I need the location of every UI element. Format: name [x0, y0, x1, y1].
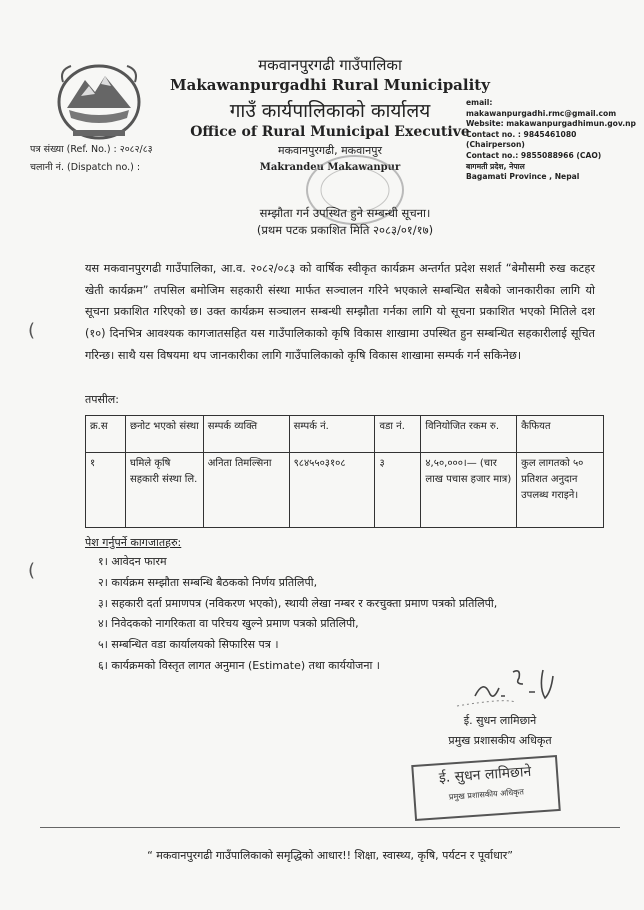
list-item: ६। कार्यक्रमको विस्तृत लागत अनुमान (Estimate) तथा कार्ययोजना ।: [98, 658, 380, 672]
contact-phone-cao: Contact no.: 9855088966 (CAO): [466, 150, 602, 160]
margin-mark: (: [28, 560, 36, 581]
office-name-nepali: गाउँ कार्यपालिकाको कार्यालय: [229, 100, 431, 122]
col-sn: क्र.स: [86, 416, 126, 453]
margin-mark: (: [28, 320, 36, 341]
list-item: ३। सहकारी दर्ता प्रमाणपत्र (नविकरण भएको), स्थायी लेखा नम्बर र करचुक्ता प्रमाण पत्रको प्रतिलिपी,: [98, 596, 498, 610]
cell-remarks: कुल लागतको ५० प्रतिशत अनुदान उपलब्ध गराइने।: [517, 453, 604, 528]
contact-phone-chair: Contact no. : 9845461080 (Chairperson): [466, 129, 577, 150]
cell-contact-number: ९८४५५०३१०८: [289, 453, 375, 528]
municipality-name-nepali: मकवानपुरगढी गाउँपालिका: [258, 56, 402, 74]
province-english: Bagamati Province , Nepal: [466, 172, 580, 182]
contact-website: Website: makawanpurgadhimun.gov.np: [466, 119, 636, 129]
province-nepali: बागमती प्रदेश, नेपाल: [466, 161, 525, 171]
notice-subject: [150, 205, 540, 239]
address-english: Makrandeu Makawanpur: [259, 162, 401, 173]
documents-list: [98, 552, 497, 677]
cell-sn: १: [86, 453, 126, 528]
signatory-title: प्रमुख प्रशासकीय अधिकृत: [448, 734, 552, 747]
address-nepali: मकवानपुरगढी, मकवानपुर: [278, 144, 382, 157]
cell-amount: ४,५०,०००।— (चार लाख पचास हजार मात्र): [421, 453, 517, 528]
details-table: [85, 415, 604, 528]
municipality-name-english: Makawanpurgadhi Rural Municipality: [170, 76, 490, 94]
subject-publish-date: (प्रथम पटक प्रकाशित मिति २०८३/०१/१७): [256, 223, 434, 237]
contact-email: email: makawanpurgadhi.rmc@gmail.com: [466, 98, 617, 118]
signatory-name: ई. सुधन लामिछाने: [463, 714, 537, 727]
details-label: तपसील:: [85, 393, 119, 406]
stamp-title: प्रमुख प्रशासकीय अधिकृत: [448, 787, 525, 802]
name-stamp: [411, 755, 561, 821]
col-ward: वडा नं.: [375, 416, 421, 453]
col-organization: छनोट भएको संस्था: [125, 416, 203, 453]
notice-body: यस मकवानपुरगढी गाउँपालिका, आ.व. २०८२/०८३ को वार्षिक स्वीकृत कार्यक्रम अन्तर्गत प्रदेश सशर्त “बेमौसमी रुख कटहर खेती कार्यक्रम” तपसिल बमोजिम सहकारी संस्था मार्फत सञ्चालन गरिने भएकाले सम्बन्धित सबैको जानकारीका लागि यो सूचना प्रकाशित गरिएको छ। उक्त कार्यक्रम सञ्चालन सम्बन्धी सम्झौता गर्नका लागि यो सूचना प्रकाशित भएको मितिले दश (१०) दिनभित्र आवश्यक कागजातसहित यस गाउँपालिकाको कृषि विकास शाखामा उपस्थित हुन सम्बन्धित सहकारीलाई सूचित गरिन्छ। साथै यस विषयमा थप जानकारीका लागि गाउँपालिकाको कृषि विकास शाखामा सम्पर्क गर्न सकिनेछ।: [85, 262, 595, 362]
col-remarks: कैफियत: [517, 416, 604, 453]
table-header-row: [86, 416, 604, 453]
list-item: ५। सम्बन्धित वडा कार्यालयको सिफारिस पत्र ।: [98, 638, 279, 652]
documents-title: पेश गर्नुपर्ने कागजातहरु:: [85, 536, 182, 549]
list-item: १। आवेदन फारम: [98, 555, 167, 568]
footer-divider: [40, 827, 620, 828]
list-item: ४। निवेदकको नागरिकता वा परिचय खुल्ने प्रमाण पत्रको प्रतिलिपी,: [98, 617, 359, 631]
contact-block: [466, 98, 636, 183]
footer-motto: “ मकवानपुरगढी गाउँपालिकाको समृद्धिको आधार!! शिक्षा, स्वास्थ्य, कृषि, पर्यटन र पूर्वाधार”: [147, 849, 513, 862]
col-contact-person: सम्पर्क व्यक्ति: [203, 416, 289, 453]
ref-number: पत्र संख्या (Ref. No.) : २०८२/८३: [30, 144, 153, 155]
cell-contact-person: अनिता तिमल्सिना: [203, 453, 289, 528]
signature-icon: [455, 662, 575, 710]
dispatch-number: चलानी नं. (Dispatch no.) :: [30, 162, 141, 173]
subject-title: सम्झौता गर्न उपस्थित हुने सम्बन्धी सूचना।: [259, 206, 431, 220]
office-name-english: Office of Rural Municipal Executive: [190, 124, 470, 140]
list-item: २। कार्यक्रम सम्झौता सम्बन्धि बैठकको निर्णय प्रतिलिपी,: [98, 575, 318, 589]
cell-organization: घमिले कृषि सहकारी संस्था लि.: [125, 453, 203, 528]
nepal-emblem-icon: [55, 58, 143, 142]
stamp-name: ई. सुधन लामिछाने: [438, 763, 532, 787]
table-row: [86, 453, 604, 528]
cell-ward: ३: [375, 453, 421, 528]
col-amount: विनियोजित रकम रु.: [421, 416, 517, 453]
col-contact-number: सम्पर्क नं.: [289, 416, 375, 453]
